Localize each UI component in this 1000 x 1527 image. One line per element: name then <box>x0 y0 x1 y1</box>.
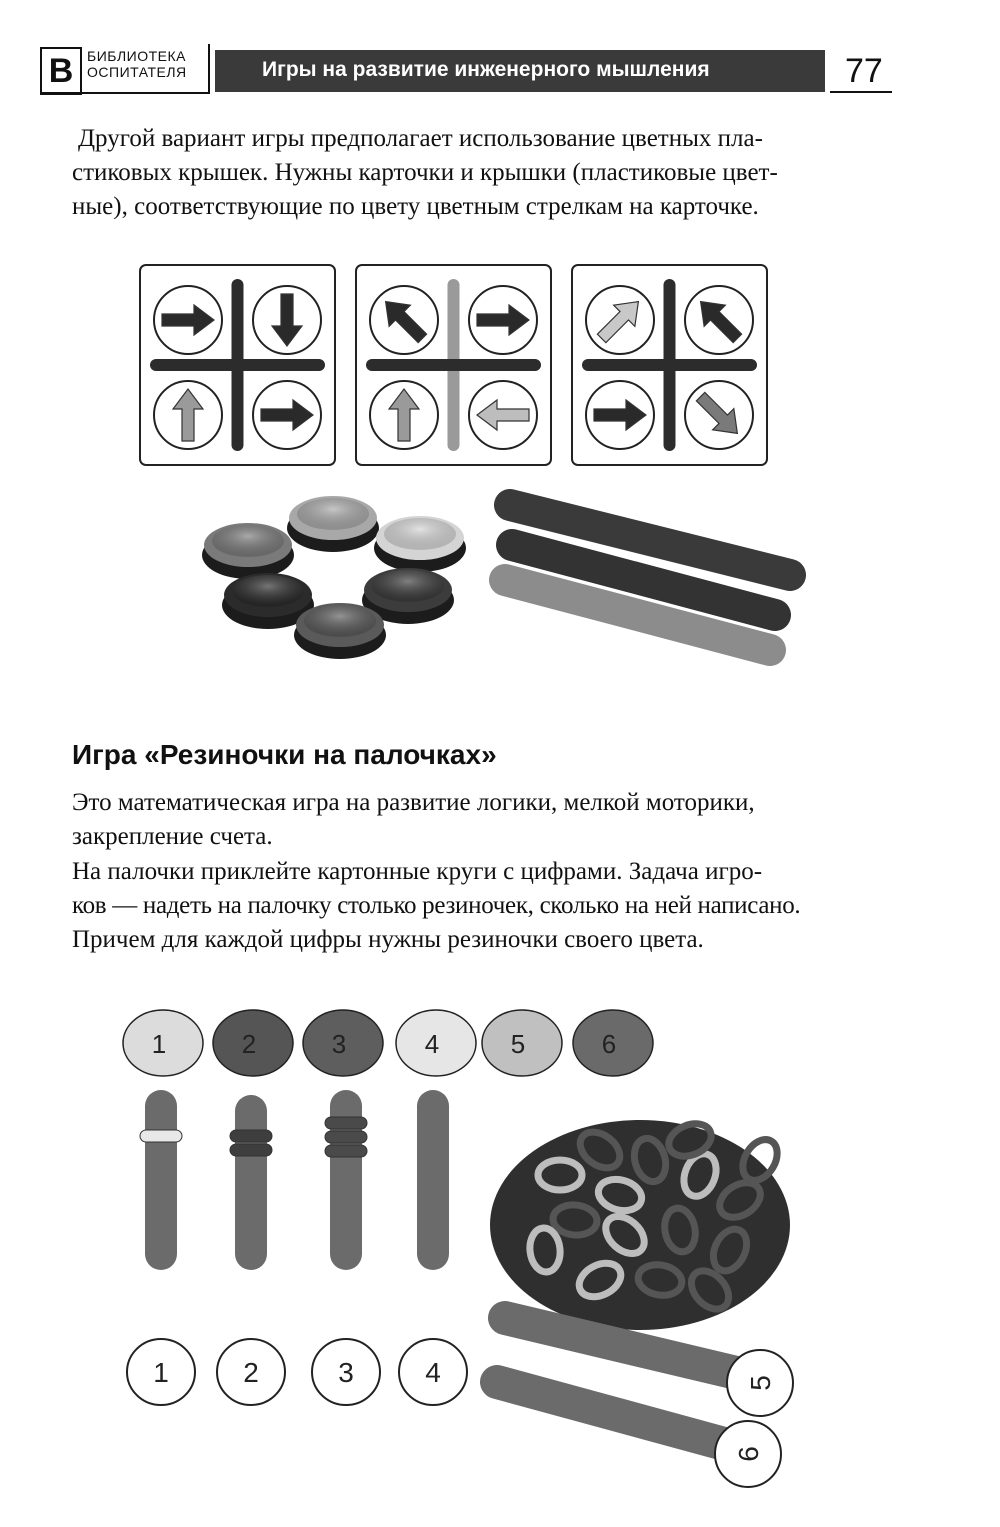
number-disc <box>213 1010 293 1076</box>
cap-highlight <box>372 570 444 602</box>
rubber-band <box>325 1131 367 1143</box>
intro-line: Другой вариант игры предполагает использование цветных пла- <box>78 125 763 152</box>
series-logo: В <box>40 47 82 95</box>
paragraph-line: На палочки приклейте картонные круги с цифрами. Задача игро- <box>72 858 763 885</box>
arrow-cards <box>140 265 767 465</box>
cap-highlight <box>304 605 376 637</box>
section-heading: Игра «Резиночки на палочках» <box>72 739 497 770</box>
number-disc <box>123 1010 203 1076</box>
counting-stick <box>217 1095 285 1405</box>
stick-label: 4 <box>425 1357 441 1388</box>
counting-stick <box>399 1090 467 1405</box>
number-disc <box>573 1010 653 1076</box>
plastic-caps <box>202 496 466 659</box>
rubber-band <box>325 1117 367 1129</box>
number-disc <box>396 1010 476 1076</box>
rubber-band <box>325 1145 367 1157</box>
arrow-card <box>356 265 551 465</box>
series-name-line2: ОСПИТАТЕЛЯ <box>87 64 187 80</box>
card-horizontal-bar <box>150 359 325 371</box>
counting-stick <box>312 1090 380 1405</box>
running-header-title: Игры на развитие инженерного мышления <box>262 58 710 81</box>
stick-body <box>235 1095 267 1270</box>
stick-label: 2 <box>243 1357 259 1388</box>
number-disc <box>482 1010 562 1076</box>
card-horizontal-bar <box>582 359 757 371</box>
plastic-cap <box>374 516 466 572</box>
stick-body <box>417 1090 449 1270</box>
disc-number: 4 <box>424 1029 440 1059</box>
card-horizontal-bar <box>366 359 541 371</box>
arrow-card <box>572 265 767 465</box>
cap-highlight <box>297 498 369 530</box>
paragraph-line: закрепление счета. <box>72 823 273 850</box>
paragraph-line: Причем для каждой цифры нужны резиночки своего цвета. <box>72 926 704 953</box>
plastic-cap <box>287 496 379 552</box>
stick-body <box>497 1382 728 1445</box>
plastic-cap <box>294 603 386 659</box>
stick-label: 3 <box>338 1357 354 1388</box>
cap-highlight <box>384 518 456 550</box>
disc-number: 1 <box>151 1029 167 1059</box>
arrow-card <box>140 265 335 465</box>
loose-sticks <box>497 1318 793 1487</box>
disc-number: 2 <box>241 1029 257 1059</box>
cap-highlight <box>232 575 304 607</box>
page-number: 77 <box>845 52 883 90</box>
rubber-band <box>230 1144 272 1156</box>
counting-stick <box>127 1090 195 1405</box>
stick-label: 6 <box>733 1446 764 1462</box>
disc-number: 6 <box>601 1029 617 1059</box>
flat-sticks <box>505 505 790 650</box>
section-paragraph-1 <box>72 786 890 854</box>
series-name-line1: БИБЛИОТЕКА <box>87 48 186 64</box>
counting-sticks <box>127 1090 467 1405</box>
rubber-band <box>140 1130 182 1142</box>
intro-line: стиковых крышек. Нужны карточки и крышки (пластиковые цвет- <box>72 159 778 186</box>
section-paragraph-2 <box>72 855 890 957</box>
cap-highlight <box>212 525 284 557</box>
disc-number: 3 <box>331 1029 347 1059</box>
stick-body <box>145 1090 177 1270</box>
plastic-cap <box>202 523 294 579</box>
intro-line: ные), соответствующие по цвету цветным стрелкам на карточке. <box>72 193 759 220</box>
stick-label: 5 <box>745 1375 776 1391</box>
paragraph-line: Это математическая игра на развитие логики, мелкой моторики, <box>72 789 755 816</box>
number-discs <box>123 1010 653 1076</box>
rubber-bands-pile <box>490 1118 790 1330</box>
number-disc <box>303 1010 383 1076</box>
rubber-band <box>230 1130 272 1142</box>
stick-label: 1 <box>153 1357 169 1388</box>
paragraph-line: ков — надеть на палочку столько резиночек, сколько на ней написано. <box>72 892 801 919</box>
disc-number: 5 <box>510 1029 526 1059</box>
